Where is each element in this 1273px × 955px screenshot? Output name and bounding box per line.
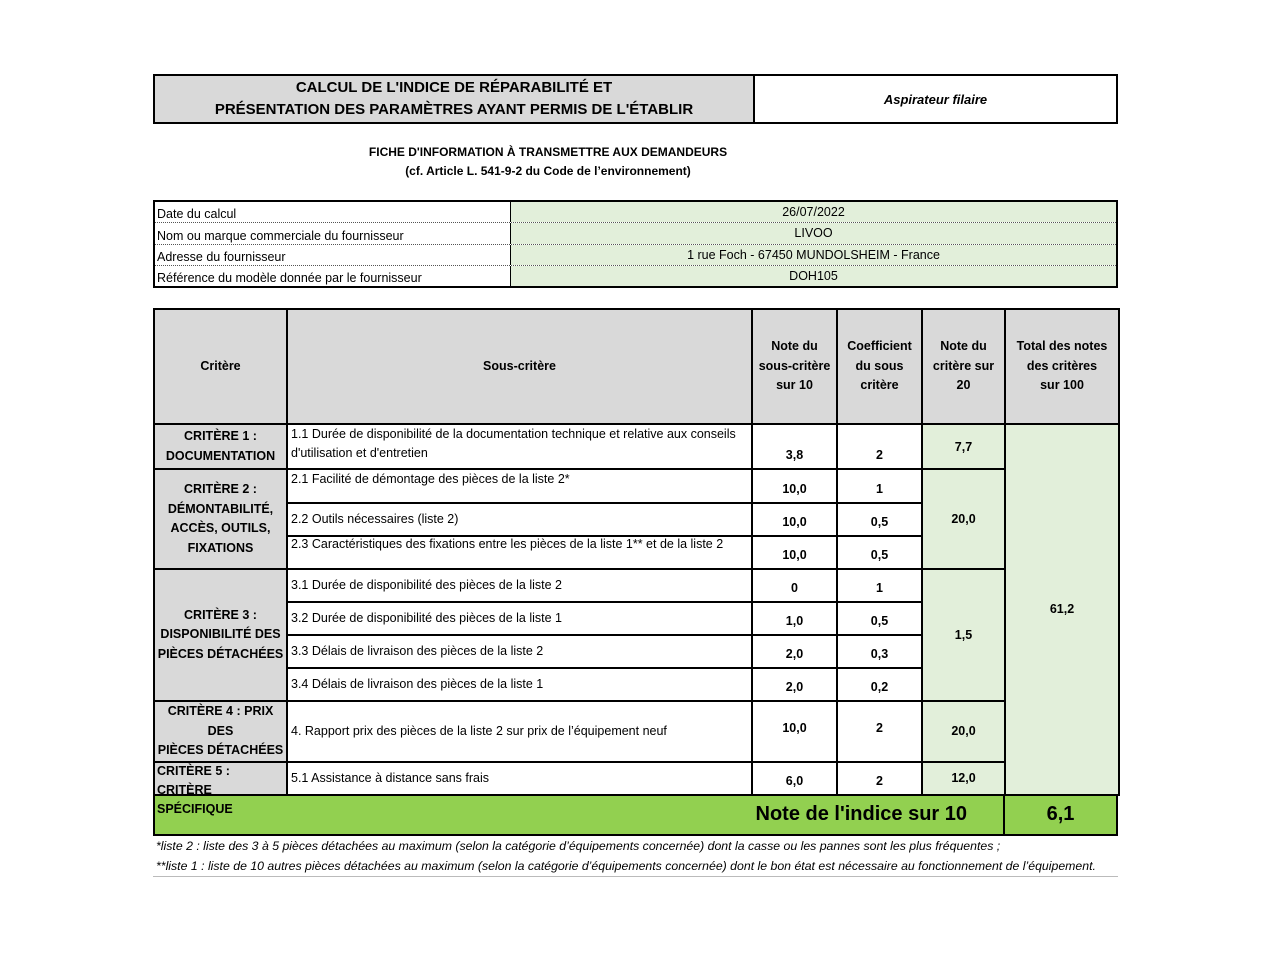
header-line: Total des notes xyxy=(1016,339,1108,354)
critere-3-label xyxy=(154,569,287,701)
sub-critere-note: 10,0 xyxy=(752,701,837,762)
info-label: Date du calcul xyxy=(155,202,511,222)
sub-critere-coef: 0,5 xyxy=(837,602,922,635)
title-line-1: CALCUL DE L'INDICE DE RÉPARABILITÉ ET xyxy=(295,79,613,96)
table-row xyxy=(154,762,1119,795)
sub-critere-label: 1.1 Durée de disponibilité de la documentation technique et relative aux conseils d'utilisation et d'entretien xyxy=(287,424,752,469)
fiche-line-1: FICHE D'INFORMATION À TRANSMETTRE AUX DEMANDEURS xyxy=(368,145,728,159)
critere-line: FIXATIONS xyxy=(187,540,254,555)
sub-critere-note: 10,0 xyxy=(752,469,837,503)
sub-critere-label: 3.3 Délais de livraison des pièces de la liste 2 xyxy=(287,635,752,668)
fiche-line-2: (cf. Article L. 541-9-2 du Code de l’environnement) xyxy=(405,164,691,178)
critere-line: CRITÈRE 1 : xyxy=(184,429,257,443)
critere-1-note: 7,7 xyxy=(922,424,1005,469)
info-value: DOH105 xyxy=(511,266,1116,286)
table-row xyxy=(154,424,1119,469)
info-value: LIVOO xyxy=(511,223,1116,243)
critere-4-label xyxy=(154,701,287,762)
header-line: critère sur xyxy=(932,358,995,373)
sub-critere-note: 6,0 xyxy=(752,762,837,795)
sub-critere-note: 3,8 xyxy=(752,424,837,469)
sub-critere-coef: 1 xyxy=(837,569,922,602)
sub-critere-label: 2.1 Facilité de démontage des pièces de la liste 2* xyxy=(287,469,752,503)
footnotes xyxy=(153,836,1118,877)
header-coefficient xyxy=(837,309,922,424)
critere-line: DÉMONTABILITÉ, xyxy=(167,501,274,516)
sub-critere-text: 2.3 Caractéristiques des fixations entre les pièces de la liste 1** et de la liste 2 xyxy=(291,537,724,551)
sub-critere-note: 2,0 xyxy=(752,668,837,701)
info-label: Nom ou marque commerciale du fournisseur xyxy=(155,223,511,243)
header-line: Note du xyxy=(940,339,987,354)
critere-line: CRITÈRE 2 : xyxy=(184,482,257,496)
page-title xyxy=(155,76,755,122)
header-line: sur 100 xyxy=(1040,378,1084,393)
header-note-critere xyxy=(922,309,1005,424)
sub-critere-label: 3.1 Durée de disponibilité des pièces de la liste 2 xyxy=(287,569,752,602)
sub-critere-label: 4. Rapport prix des pièces de la liste 2 sur prix de l’équipement neuf xyxy=(287,701,752,762)
header-line: sous-critère xyxy=(758,358,831,373)
header-line: sur 10 xyxy=(776,378,813,393)
footnote-liste-2: *liste 2 : liste des 3 à 5 pièces détachées au maximum (selon la catégorie d’équipements concernée) dont la casse ou les pannes sont les plus fréquentes ; xyxy=(156,838,1001,853)
product-name: Aspirateur filaire xyxy=(883,91,988,107)
critere-line: PIÈCES DÉTACHÉES xyxy=(157,646,284,661)
header-line: du sous xyxy=(855,358,904,373)
sub-critere-coef: 2 xyxy=(837,424,922,469)
final-score-value: 6,1 xyxy=(1046,803,1075,825)
sub-critere-label: 5.1 Assistance à distance sans frais xyxy=(287,762,752,795)
critere-line: CRITÈRE 3 : xyxy=(184,607,257,622)
sub-critere-note: 2,0 xyxy=(752,635,837,668)
critere-2-label xyxy=(154,469,287,569)
info-row-brand xyxy=(155,222,1116,243)
title-line-2: PRÉSENTATION DES PARAMÈTRES AYANT PERMIS DE L'ÉTABLIR xyxy=(214,101,694,118)
header-sous-critere: Sous-critère xyxy=(287,309,752,424)
fiche-subtitle xyxy=(153,124,1118,200)
sub-critere-note: 10,0 xyxy=(752,536,837,569)
critere-line: PIÈCES DÉTACHÉES xyxy=(157,743,284,757)
sub-critere-coef: 0,3 xyxy=(837,635,922,668)
sub-critere-label xyxy=(287,536,752,569)
sub-critere-note: 1,0 xyxy=(752,602,837,635)
sub-critere-note: 10,0 xyxy=(752,503,837,536)
sub-critere-coef: 2 xyxy=(837,701,922,762)
sub-critere-coef: 0,5 xyxy=(837,503,922,536)
sub-critere-label: 2.2 Outils nécessaires (liste 2) xyxy=(287,503,752,536)
critere-line: ACCÈS, OUTILS, xyxy=(170,521,271,535)
repairability-sheet xyxy=(153,74,1118,877)
sub-critere-label: 3.2 Durée de disponibilité des pièces de la liste 1 xyxy=(287,602,752,635)
critere-line: CRITÈRE 5 : CRITÈRE xyxy=(157,763,230,797)
header-critere: Critère xyxy=(154,309,287,424)
info-label: Adresse du fournisseur xyxy=(155,245,511,265)
header-total xyxy=(1005,309,1119,424)
footnote-liste-1: **liste 1 : liste de 10 autres pièces détachées au maximum (selon la catégorie d’équipements concernée) dont le bon état est nécessaire au fonctionnement de l’équipement. xyxy=(156,858,1096,873)
critere-5-text xyxy=(155,762,286,816)
critere-4-note: 20,0 xyxy=(922,701,1005,762)
info-value: 26/07/2022 xyxy=(511,202,1116,222)
critere-5-note: 12,0 xyxy=(922,762,1005,795)
total-notes: 61,2 xyxy=(1005,424,1119,795)
info-value: 1 rue Foch - 67450 MUNDOLSHEIM - France xyxy=(511,245,1116,265)
table-header-row xyxy=(154,309,1119,424)
header-line: des critères xyxy=(1026,358,1098,373)
critere-2-note: 20,0 xyxy=(922,469,1005,569)
critere-line: DISPONIBILITÉ DES xyxy=(160,627,281,642)
table-row xyxy=(154,701,1119,762)
sub-critere-coef: 1 xyxy=(837,469,922,503)
sub-critere-label: 3.4 Délais de livraison des pièces de la liste 1 xyxy=(287,668,752,701)
final-score-label: Note de l'indice sur 10 xyxy=(155,796,1005,834)
header-note-sous-critere xyxy=(752,309,837,424)
sheet-header xyxy=(153,74,1118,124)
sub-critere-coef: 2 xyxy=(837,762,922,795)
critere-line: DOCUMENTATION xyxy=(165,448,276,463)
info-row-date xyxy=(155,202,1116,222)
critere-5-label xyxy=(154,762,287,816)
critere-line: SPÉCIFIQUE xyxy=(157,801,233,816)
header-line: Coefficient xyxy=(847,339,912,354)
critere-line: CRITÈRE 4 : PRIX DES xyxy=(167,704,274,738)
spacer xyxy=(153,288,1118,308)
critere-3-note: 1,5 xyxy=(922,569,1005,701)
sub-critere-coef: 0,2 xyxy=(837,668,922,701)
sub-critere-coef: 0,5 xyxy=(837,536,922,569)
header-line: 20 xyxy=(956,378,971,393)
supplier-info-table xyxy=(153,200,1118,288)
info-label: Référence du modèle donnée par le fournisseur xyxy=(155,266,511,286)
table-row xyxy=(154,569,1119,602)
final-score-row xyxy=(153,796,1118,836)
info-row-reference xyxy=(155,265,1116,286)
header-line: critère xyxy=(860,378,899,393)
critere-1-label xyxy=(154,424,287,469)
sub-critere-note: 0 xyxy=(752,569,837,602)
info-row-address xyxy=(155,244,1116,265)
table-row xyxy=(154,469,1119,503)
header-line: Note du xyxy=(771,339,818,354)
